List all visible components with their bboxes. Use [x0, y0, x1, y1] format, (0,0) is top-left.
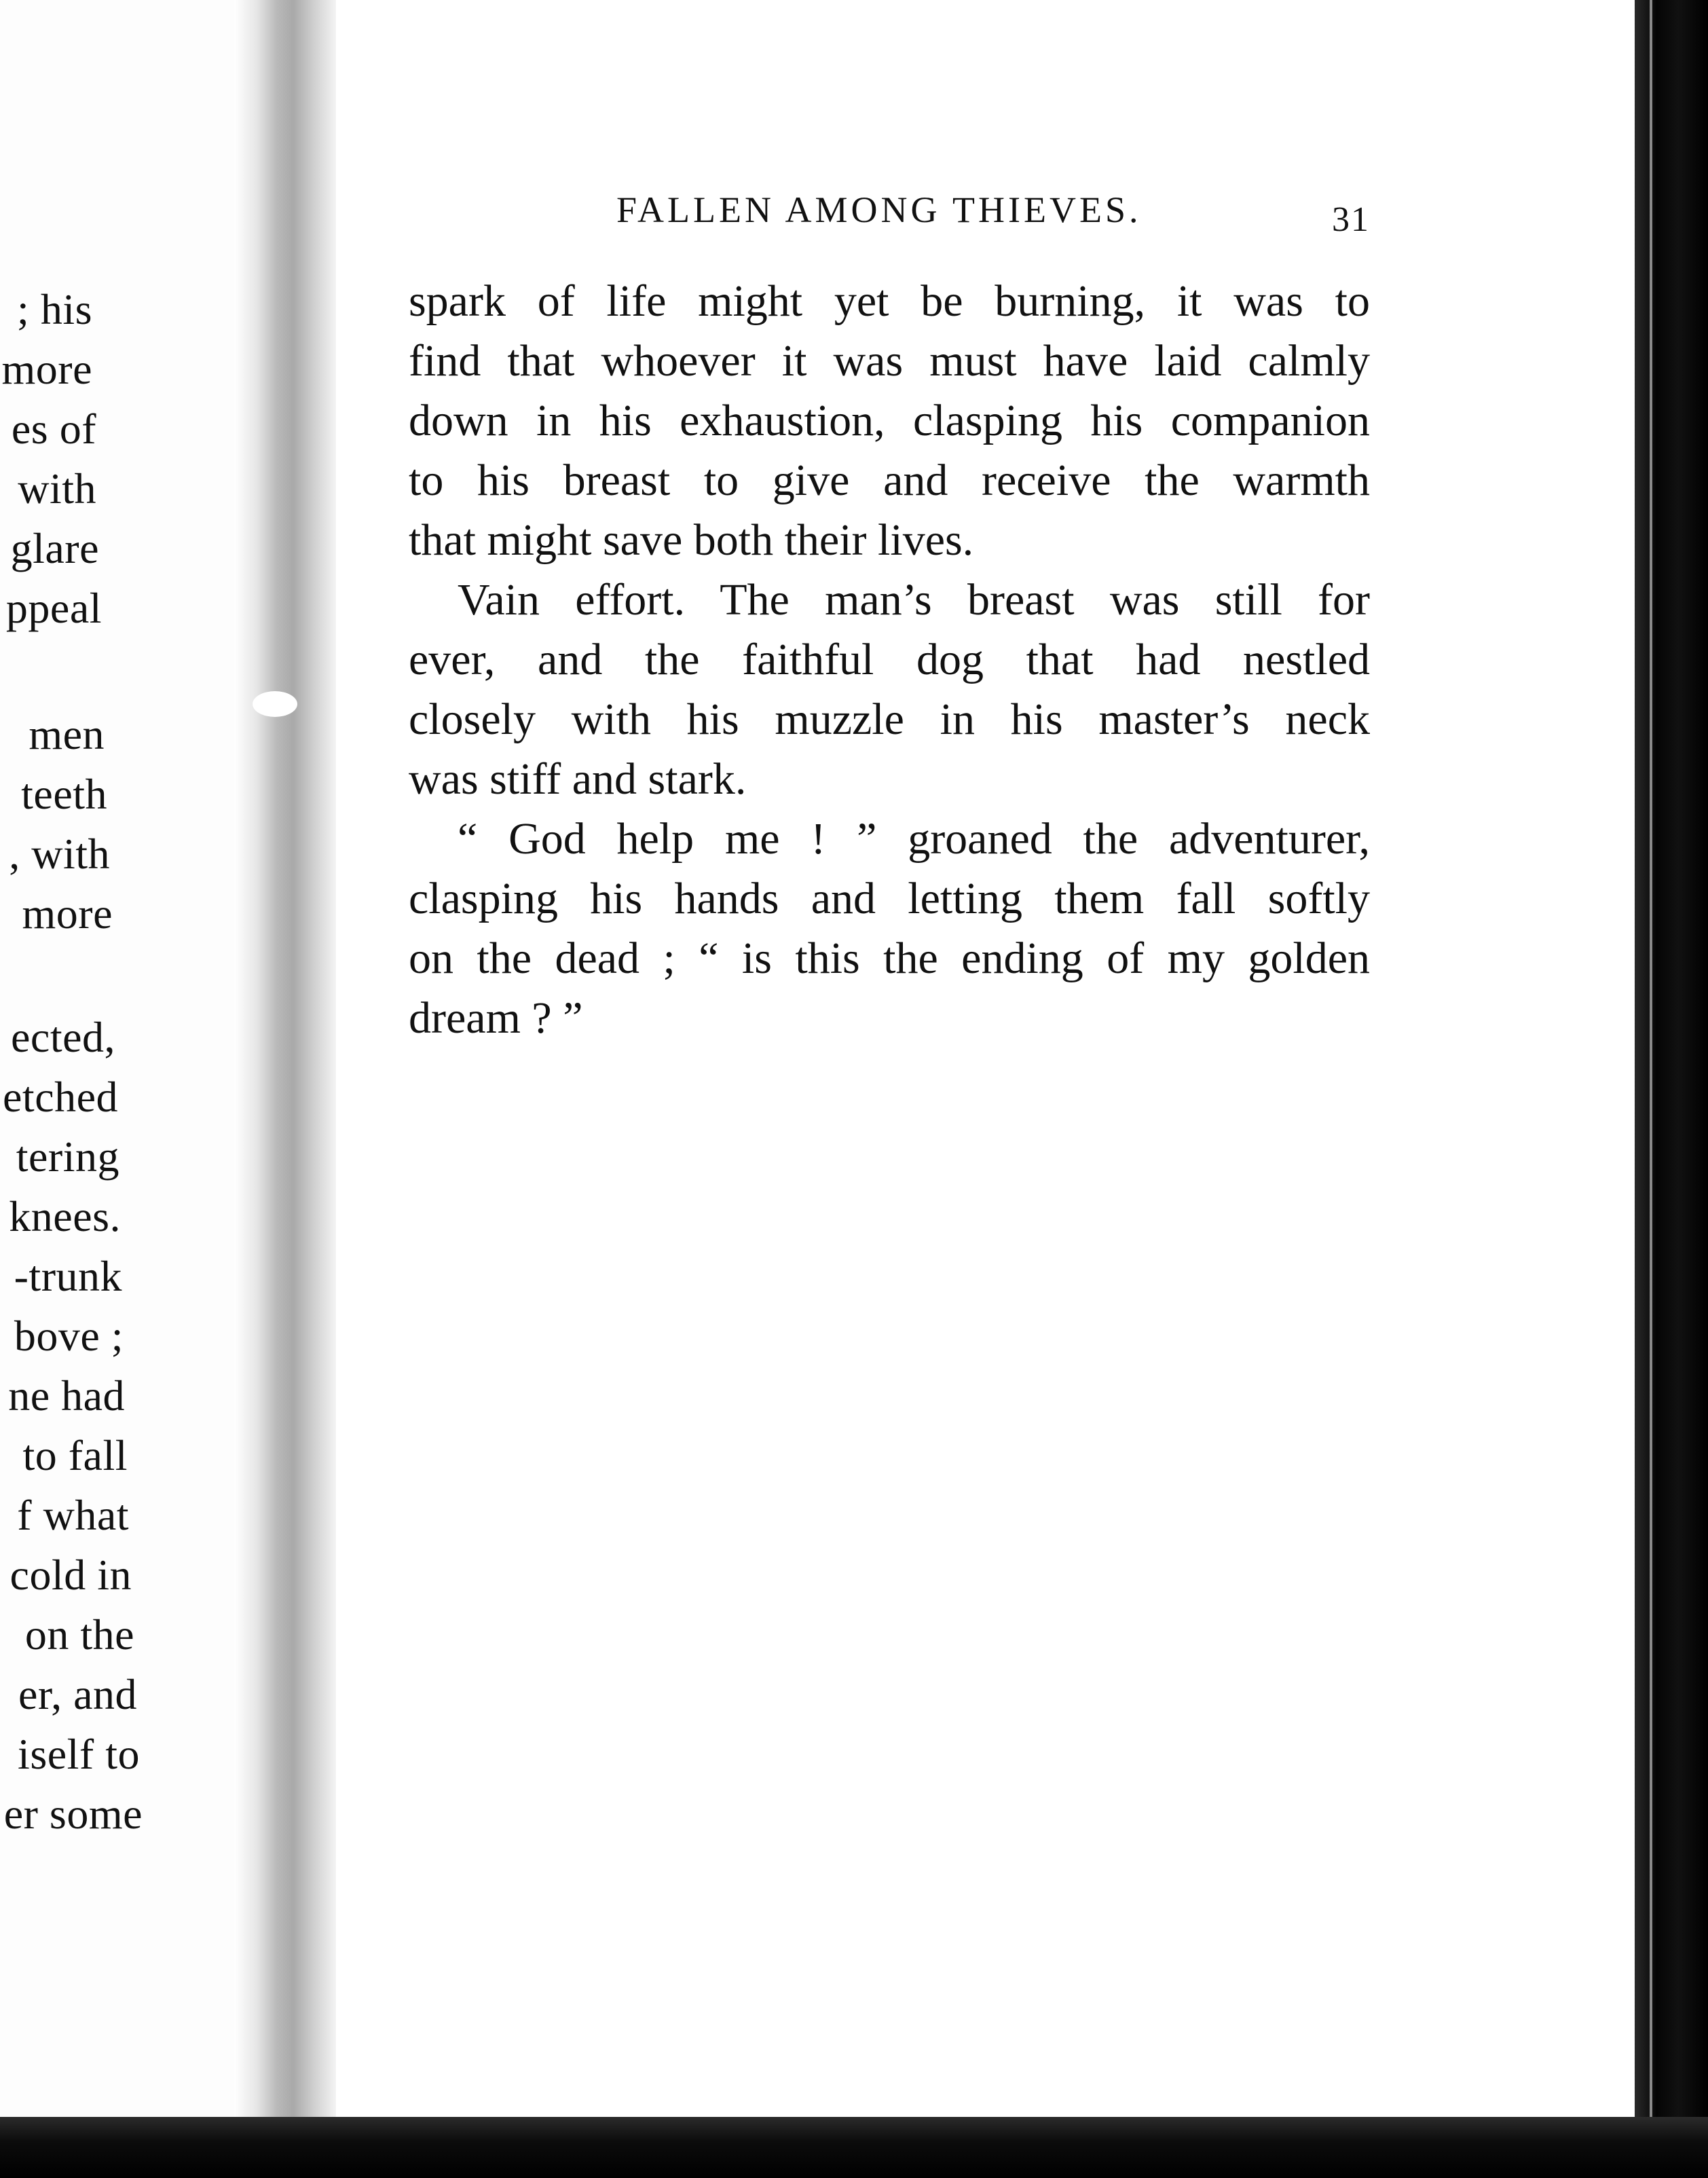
left-page-line: etched — [3, 1073, 118, 1121]
left-page-line: iself to — [18, 1730, 140, 1778]
text-line: ever, and the faithful dog that had nestled — [409, 635, 1370, 684]
left-page-line: more — [1, 345, 92, 393]
left-page-line: ppeal — [5, 584, 102, 632]
book-gutter — [234, 0, 336, 2118]
running-head: FALLEN AMONG THIEVES. — [616, 189, 1142, 230]
left-page-line: ected, — [11, 1013, 115, 1061]
left-page-line: more — [22, 889, 113, 938]
scanner-edge-line — [1650, 0, 1652, 2178]
text-line: to his breast to give and receive the warmth — [409, 456, 1370, 505]
left-page-line: ; his — [17, 285, 92, 333]
text-line: find that whoever it was must have laid calmly — [409, 336, 1370, 386]
left-page-line: es of — [11, 405, 96, 453]
scanner-edge-right — [1635, 0, 1708, 2178]
left-page-line: men — [29, 710, 105, 758]
text-line: spark of life might yet be burning, it was to — [409, 276, 1370, 326]
text-line: dream ? ” — [409, 993, 583, 1043]
left-page-line: with — [18, 464, 96, 513]
text-line: down in his exhaustion, clasping his companion — [409, 396, 1370, 445]
left-page-line: bove ; — [14, 1312, 124, 1360]
left-page-line: tering — [16, 1132, 119, 1181]
left-page-line: er, and — [18, 1670, 137, 1718]
left-page-line: teeth — [21, 770, 107, 818]
left-page-line: f what — [17, 1491, 129, 1539]
left-page-line: , with — [9, 830, 110, 878]
page-number: 31 — [1332, 200, 1370, 239]
text-line: was stiff and stark. — [409, 754, 747, 804]
text-line: Vain effort. The man’s breast was still for — [458, 575, 1370, 625]
left-page-line: glare — [10, 524, 99, 572]
left-page-line: er some — [3, 1790, 143, 1838]
left-page-line: to fall — [22, 1431, 128, 1479]
left-page-line: cold in — [10, 1551, 132, 1599]
left-page-line: on the — [24, 1610, 134, 1659]
text-line: on the dead ; “ is this the ending of my golden — [409, 934, 1370, 983]
text-line: clasping his hands and letting them fall softly — [409, 874, 1370, 923]
body-text — [409, 272, 1370, 1048]
left-page-line: knees. — [9, 1192, 121, 1240]
left-page-line: -trunk — [14, 1252, 122, 1300]
gutter-spot — [253, 691, 297, 717]
text-line: “ God help me ! ” groaned the adventurer, — [458, 814, 1370, 864]
left-page-line: ne had — [8, 1371, 125, 1420]
scanner-edge-bottom — [0, 2117, 1708, 2178]
text-line: that might save both their lives. — [409, 515, 974, 565]
text-line: closely with his muzzle in his master’s neck — [409, 695, 1370, 744]
